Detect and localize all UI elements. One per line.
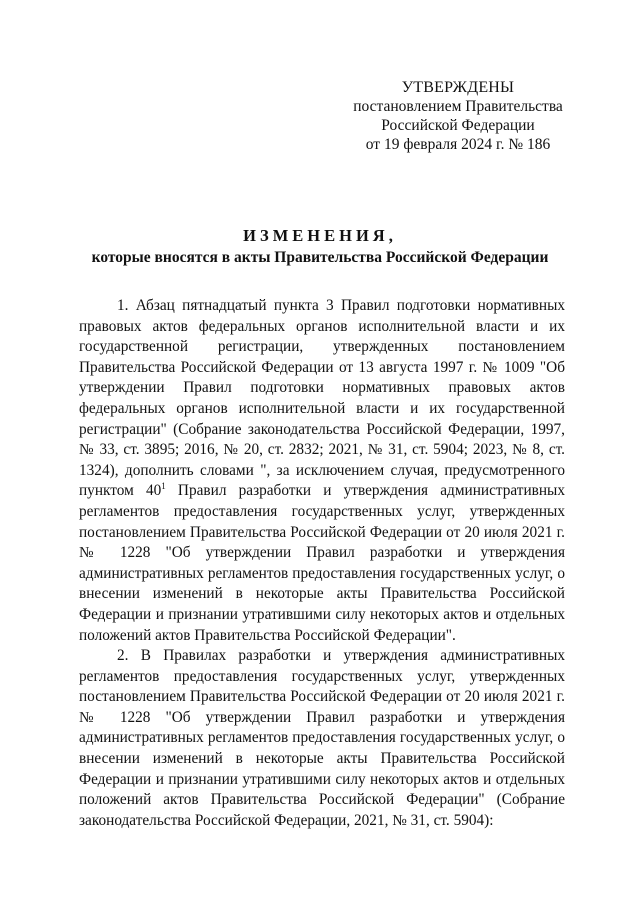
paragraph-1-text-a: 1. Абзац пятнадцатый пункта 3 Правил подготовки нормативных правовых актов федеральных органов исполнительной власти и их государственной регистрации, утвержденных постановлением Правительства Российской Федерации от 13 августа 1997 г. № 1009 "Об утверждении Правил подготовки нормативных правовых актов федеральных органов исполнительной власти и их государственной регистрации" (Собрание законодательства Российской Федерации, 1997, № 33, ст. 3895; 2016, № 20, ст. 2832; 2021, № 31, ст. 5904; 2023, № 8, ст. 1324), дополнить словами ", за исключением случая, предусмотренного пунктом 40 [79, 297, 565, 500]
approval-line-1: постановлением Правительства [353, 98, 563, 115]
paragraph-1-superscript: 1 [161, 481, 166, 492]
paragraph-2: 2. В Правилах разработки и утверждения административных регламентов предоставления государственных услуг, утвержденных постановлением Правительства Российской Федерации от 20 июля 2021 г. № 1228 "Об утверждении Правил разработки и утверждения административных регламентов предоставления государственных услуг, о внесении изменений в некоторые акты Правительства Российской Федерации и признании утратившими силу некоторых актов и отдельных положений актов Правительства Российской Федерации" (Собрание законодательства Российской Федерации, 2021, № 31, ст. 5904): [79, 647, 565, 829]
document-subtitle: которые вносятся в акты Правительства Российской Федерации [91, 249, 549, 266]
approval-line-3: от 19 февраля 2024 г. № 186 [365, 136, 551, 153]
document-title: ИЗМЕНЕНИЯ, [243, 226, 397, 245]
approval-stamp [340, 78, 576, 154]
document-body [79, 296, 565, 831]
paragraph-1-text-b: Правил разработки и утверждения административных регламентов предоставления государственных услуг, утвержденных постановлением Правительства Российской Федерации от 20 июля 2021 г. № 1228 "Об утверждении Правил разработки и утверждения административных регламентов предоставления государственных услуг, о внесении изменений в некоторые акты Правительства Российской Федерации и признании утратившими силу некоторых актов и отдельных положений актов Правительства Российской Федерации". [79, 482, 565, 644]
approval-title: УТВЕРЖДЕНЫ [401, 79, 515, 96]
approval-line-2: Российской Федерации [381, 117, 535, 134]
paragraph-1 [79, 296, 565, 646]
